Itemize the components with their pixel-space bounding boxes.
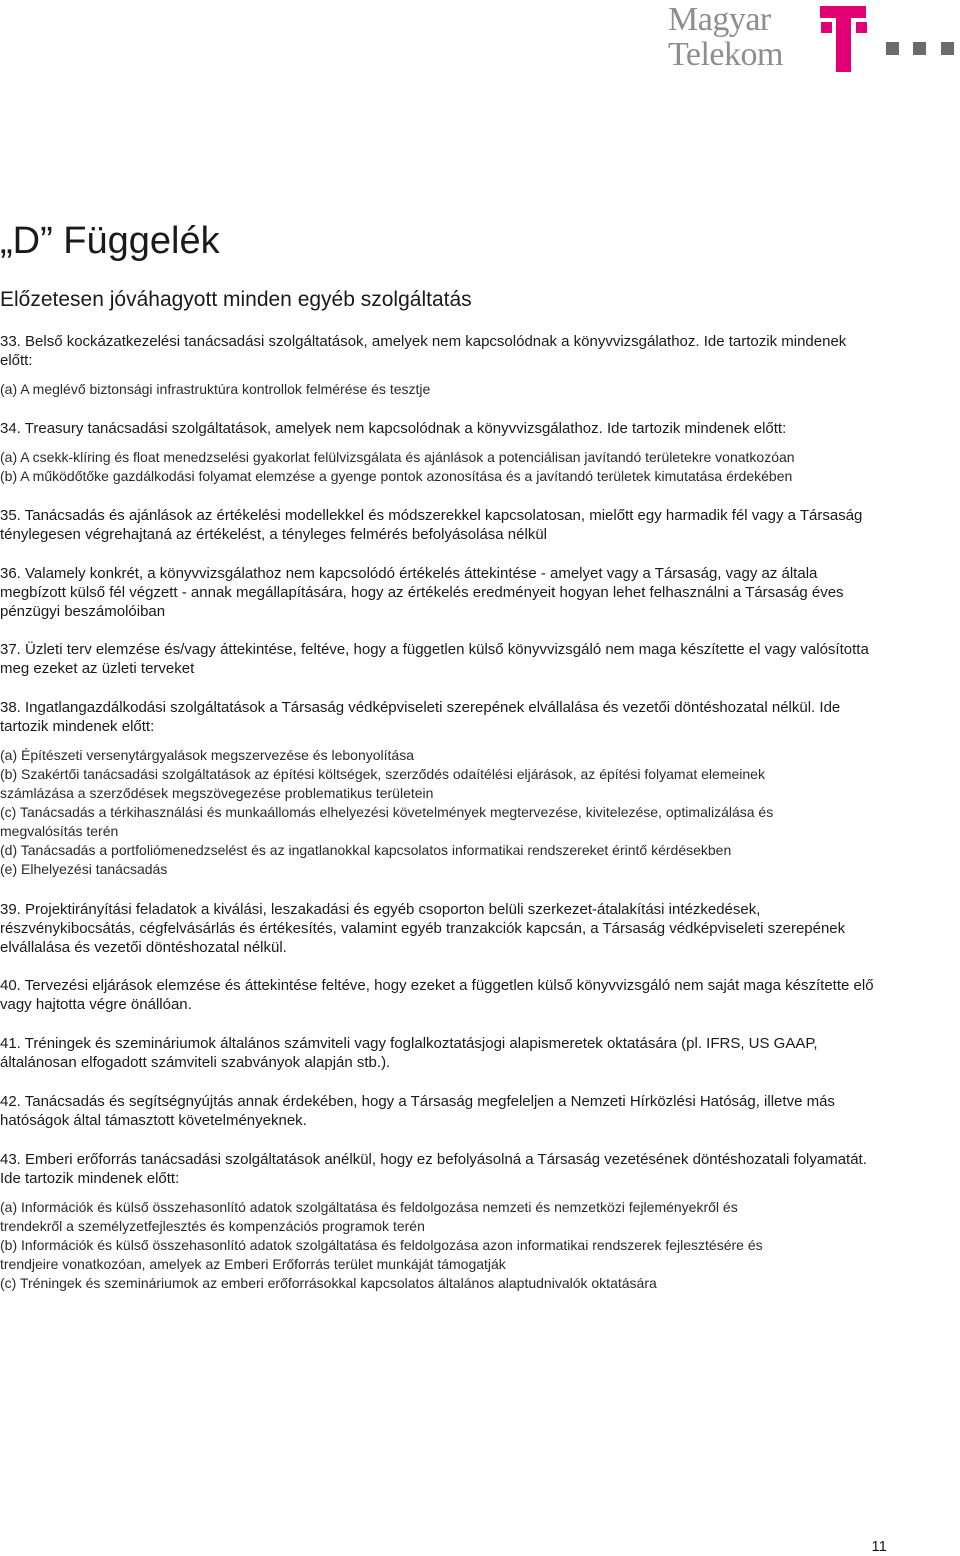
text-line: (c) Tanácsadás a térkihasználási és munkaállomás elhelyezési követelmények megtervezése, kivitelezése, optimalizálása és [0,804,774,820]
text-line: meg ezeket az üzleti terveket [0,660,195,677]
text-line: 43. Emberi erőforrás tanácsadási szolgáltatások anélkül, hogy ez befolyásolná a Társaság vezetésének döntéshozatali folyamatát. [0,1151,867,1168]
page-heading: „D” Függelék [0,220,220,262]
section-42 [0,1092,900,1130]
page-number: 11 [871,1538,887,1555]
section-35 [0,506,900,544]
text-line: 39. Projektirányítási feladatok a kiválási, leszakadási és egyéb csoporton belüli szerkezet-átalakítási intézkedések, [0,901,761,918]
text-line: 35. Tanácsadás és ajánlások az értékelési modellekkel és módszerekkel kapcsolatosan, mielőtt egy harmadik fél vagy a Társaság [0,507,863,524]
section-38 [0,698,900,736]
section-38-items [0,746,900,879]
text-line: megbízott külső fél végzett - annak megállapítására, hogy az értékelés eredményeit hogyan lehet felhasználni a Társaság éves [0,584,844,601]
text-line: számlázása a szerződések megszövegezése problematikus területein [0,785,434,801]
text-line: 38. Ingatlangazdálkodási szolgáltatások a Társaság védképviseleti szerepének elvállalása és vezetői döntéshozatal nélkül. Ide [0,699,841,716]
logo-line-2: Telekom [668,36,783,73]
logo-wordmark [668,2,808,72]
text-line: pénzügyi beszámolóiban [0,603,166,620]
text-line: általánosan elfogadott számviteli szabványok alapján stb.). [0,1054,391,1071]
section-41 [0,1034,900,1072]
text-line: megvalósítás terén [0,823,119,839]
text-line: (a) A meglévő biztonsági infrastruktúra kontrollok felmérése és tesztje [0,381,431,397]
text-line: (b) Információk és külső összehasonlító adatok szolgáltatása és feldolgozása azon informatikai rendszerek fejlesztésére és [0,1237,763,1253]
text-line: 41. Tréningek és szemináriumok általános számviteli vagy foglalkoztatásjogi alapismeretek oktatására (pl. IFRS, US GAAP, [0,1035,818,1052]
section-34-items [0,448,900,486]
text-line: (c) Tréningek és szemináriumok az emberi erőforrásokkal kapcsolatos általános alaptudnivalók oktatására [0,1275,657,1291]
magyar-telekom-logo [668,2,960,74]
text-line: elvállalása és vezetői döntéshozatal nélkül. [0,939,287,956]
section-34 [0,419,900,438]
section-40 [0,976,900,1014]
text-line: ténylegesen végrehajtaná az értékelést, a tényleges felmérés befolyásolása nélkül [0,526,548,543]
text-line: 36. Valamely konkrét, a könyvvizsgálathoz nem kapcsolódó értékelés áttekintése - amelyet vagy a Társaság, vagy az általa [0,565,818,582]
section-33 [0,332,900,370]
section-39 [0,900,900,957]
text-line: trendjeire vonatkozóan, amelyek az Emberi Erőforrás terület munkáját támogatják [0,1256,506,1272]
text-line: 34. Treasury tanácsadási szolgáltatások, amelyek nem kapcsolódnak a könyvvizsgálathoz. Ide tartozik mindenek előtt: [0,420,787,437]
text-line: 37. Üzleti terv elemzése és/vagy áttekintése, feltéve, hogy a független külső könyvvizsgáló nem maga készítette el vagy valósította [0,641,869,658]
page-subheading: Előzetesen jóváhagyott minden egyéb szolgáltatás [0,288,472,311]
text-line: (a) Információk és külső összehasonlító adatok szolgáltatása és feldolgozása nemzeti és nemzetközi fejleményekről és [0,1199,738,1215]
text-line: (d) Tanácsadás a portfoliómenedzselést és az ingatlanokkal kapcsolatos informatikai rendszereket érintő kérdésekben [0,842,732,858]
text-line: tartozik mindenek előtt: [0,718,155,735]
text-line: (b) A működőtőke gazdálkodási folyamat elemzése a gyenge pontok azonosítása és a javítandó területek kimutatása érdekében [0,468,793,484]
text-line: Ide tartozik mindenek előtt: [0,1170,180,1187]
text-line: 40. Tervezési eljárások elemzése és áttekintése feltéve, hogy ezeket a független külső könyvvizsgáló nem saját maga készítette elő [0,977,874,994]
text-line: (a) A csekk-klíring és float menedzselési gyakorlat felülvizsgálata és ajánlások a potenciálisan javítandó területekre vonatkozóan [0,449,795,465]
telekom-t-icon [820,6,960,72]
section-33-items [0,380,900,399]
text-line: 42. Tanácsadás és segítségnyújtás annak érdekében, hogy a Társaság megfeleljen a Nemzeti Hírközlési Hatóság, illetve más [0,1093,835,1110]
logo-line-1: Magyar [668,1,771,38]
section-43 [0,1150,900,1188]
text-line: (e) Elhelyezési tanácsadás [0,861,168,877]
text-line: 33. Belső kockázatkezelési tanácsadási szolgáltatások, amelyek nem kapcsolódnak a könyvvizsgálathoz. Ide tartozik mindenek [0,333,847,350]
section-37 [0,640,900,678]
text-line: hatóságok által támasztott követelményeknek. [0,1112,307,1129]
section-43-items [0,1198,900,1293]
text-line: trendekről a személyzetfejlesztés és kompenzációs programok terén [0,1218,425,1234]
text-line: előtt: [0,352,33,369]
text-line: (b) Szakértői tanácsadási szolgáltatások az építési költségek, szerződés odaítélési eljárások, az építési folyamat elemeinek [0,766,765,782]
section-36 [0,564,900,621]
text-line: részvénykibocsátás, cégfelvásárlás és értékesítés, valamint egyéb tranzakciók kapcsán, a Társaság védképviseleti szerepének [0,920,846,937]
text-line: vagy hajtotta végre önállóan. [0,996,192,1013]
text-line: (a) Építészeti versenytárgyalások megszervezése és lebonyolítása [0,747,414,763]
